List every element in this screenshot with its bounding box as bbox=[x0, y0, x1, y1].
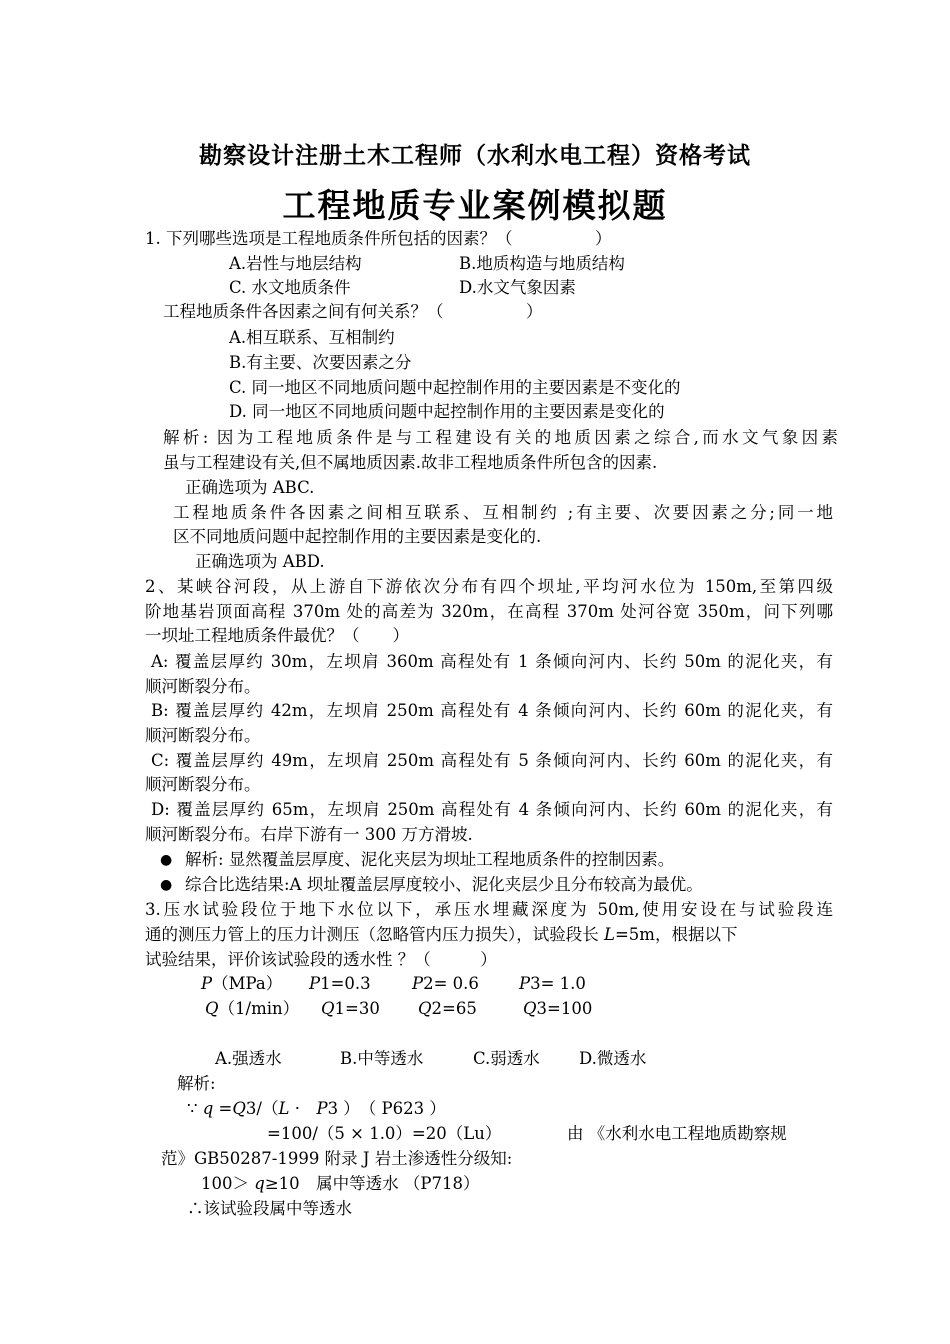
q3-option-a: A.强透水 bbox=[215, 1049, 282, 1068]
q1-stem: 1. 下列哪些选项是工程地质条件所包括的因素？（ ） bbox=[145, 229, 612, 248]
q3-formula-line-2: =100/（5 × 1.0）=20（Lu） bbox=[267, 1124, 502, 1143]
q1-option-a: A.岩性与地层结构 bbox=[229, 254, 362, 273]
q2-option-d-line-1: D: 覆盖层厚约 65m，左坝肩 250m 高程处有 4 条倾向河内、长约 60m 的泥化夹，有 bbox=[151, 800, 833, 819]
q1-option-d: D.水文气象因素 bbox=[459, 278, 576, 297]
q3-option-d: D.微透水 bbox=[579, 1049, 647, 1068]
q1-answer-1: 正确选项为 ABC. bbox=[185, 478, 315, 497]
q1-analysis2-line-1: 工程地质条件各因素之间相互联系、互相制约 ;有主要、次要因素之分;同一地 bbox=[173, 503, 833, 522]
q3-classification: 100＞ q≥10 属中等透水 （P718） bbox=[201, 1174, 480, 1193]
q1-analysis2-line-2: 区不同地质问题中起控制作用的主要因素是变化的. bbox=[173, 527, 542, 546]
q1-analysis-line-1: 解析: 因为工程地质条件是与工程建设有关的地质因素之综合,而水文气象因素 bbox=[163, 428, 838, 447]
q2-analysis-bullet-2: 综合比选结果:A 坝址覆盖层厚度较小、泥化夹层少且分布较高为最优。 bbox=[185, 875, 703, 894]
q3-pressure-2: P2= 0.6 bbox=[412, 974, 479, 993]
q3-reference: 由 《水利水电工程地质勘察规 bbox=[567, 1124, 787, 1143]
q1-option-b: B.地质构造与地质结构 bbox=[459, 254, 625, 273]
q3-pressure-1: P1=0.3 bbox=[309, 974, 371, 993]
q2-option-a-line-2: 顺河断裂分布。 bbox=[145, 677, 261, 696]
q2-option-b-line-1: B: 覆盖层厚约 42m，左坝肩 250m 高程处有 4 条倾向河内、长约 60m 的泥化夹，有 bbox=[151, 701, 833, 720]
q3-formula-line-1: ∵ q =Q3/（L · P3 ） （ P623 ） bbox=[187, 1099, 446, 1118]
q2-option-a-line-1: A: 覆盖层厚约 30m，左坝肩 360m 高程处有 1 条倾向河内、长约 50m 的泥化夹，有 bbox=[151, 652, 833, 671]
q1-option-c: C. 水文地质条件 bbox=[229, 278, 351, 297]
q3-stem-line-3: 试验结果，评价该试验段的透水性 ？（ ） bbox=[145, 950, 497, 969]
q2-stem-line-1: 2、某峡谷河段，从上游自下游依次分布有四个坝址,平均河水位为 150m,至第四级 bbox=[145, 577, 833, 596]
q1-option2-b: B.有主要、次要因素之分 bbox=[229, 353, 412, 372]
q2-option-c-line-2: 顺河断裂分布。 bbox=[145, 775, 261, 794]
q2-stem-line-2: 阶地基岩顶面高程 370m 处的高差为 320m，在高程 370m 处河谷宽 350m，问下列哪 bbox=[145, 602, 833, 621]
q2-option-c-line-1: C: 覆盖层厚约 49m，左坝肩 250m 高程处有 5 条倾向河内、长约 60m 的泥化夹，有 bbox=[151, 751, 833, 770]
bullet-icon: ● bbox=[160, 877, 173, 893]
document-subtitle: 工程地质专业案例模拟题 bbox=[282, 186, 668, 225]
q3-flow-1: Q1=30 bbox=[321, 999, 380, 1018]
q1-option2-c: C. 同一地区不同地质问题中起控制作用的主要因素是不变化的 bbox=[229, 378, 681, 397]
q3-pressure-label: P（MPa） bbox=[201, 974, 283, 993]
q3-reference-line-2: 范》GB50287-1999 附录 J 岩土渗透性分级知: bbox=[161, 1149, 513, 1168]
q1-answer-2: 正确选项为 ABD. bbox=[195, 552, 325, 571]
q3-flow-3: Q3=100 bbox=[523, 999, 593, 1018]
q2-option-d-line-2: 顺河断裂分布。右岸下游有一 300 万方滑坡. bbox=[145, 825, 473, 844]
exam-title: 勘察设计注册土木工程师（水利水电工程）资格考试 bbox=[199, 142, 751, 169]
q2-option-b-line-2: 顺河断裂分布。 bbox=[145, 726, 261, 745]
q2-stem-line-3: 一坝址工程地质条件最优？（ ） bbox=[145, 626, 409, 645]
q3-pressure-3: P3= 1.0 bbox=[519, 974, 586, 993]
q3-flow-label: Q（1/min） bbox=[205, 999, 300, 1018]
q3-flow-2: Q2=65 bbox=[418, 999, 477, 1018]
q3-stem-line-1: 3.压水试验段位于地下水位以下，承压水埋藏深度为 50m,使用安设在与试验段连 bbox=[145, 900, 833, 919]
q1-option2-a: A.相互联系、互相制约 bbox=[229, 328, 395, 347]
bullet-icon: ● bbox=[160, 852, 173, 868]
q1-option2-d: D. 同一地区不同地质问题中起控制作用的主要因素是变化的 bbox=[229, 402, 665, 421]
q1-analysis-line-2: 虽与工程建设有关,但不属地质因素.故非工程地质条件所包含的因素. bbox=[163, 453, 658, 472]
q3-stem-line-2: 通的测压力管上的压力计测压（忽略管内压力损失），试验段长 L=5m，根据以下 bbox=[145, 925, 738, 944]
q3-option-b: B.中等透水 bbox=[340, 1049, 424, 1068]
q1-stem-2: 工程地质条件各因素之间有何关系？（ ） bbox=[163, 302, 543, 321]
q3-conclusion: ∴该试验段属中等透水 bbox=[187, 1199, 352, 1218]
q3-analysis-label: 解析: bbox=[177, 1074, 216, 1093]
q2-analysis-bullet-1: 解析: 显然覆盖层厚度、泥化夹层为坝址工程地质条件的控制因素。 bbox=[185, 850, 675, 869]
q3-option-c: C.弱透水 bbox=[473, 1049, 540, 1068]
